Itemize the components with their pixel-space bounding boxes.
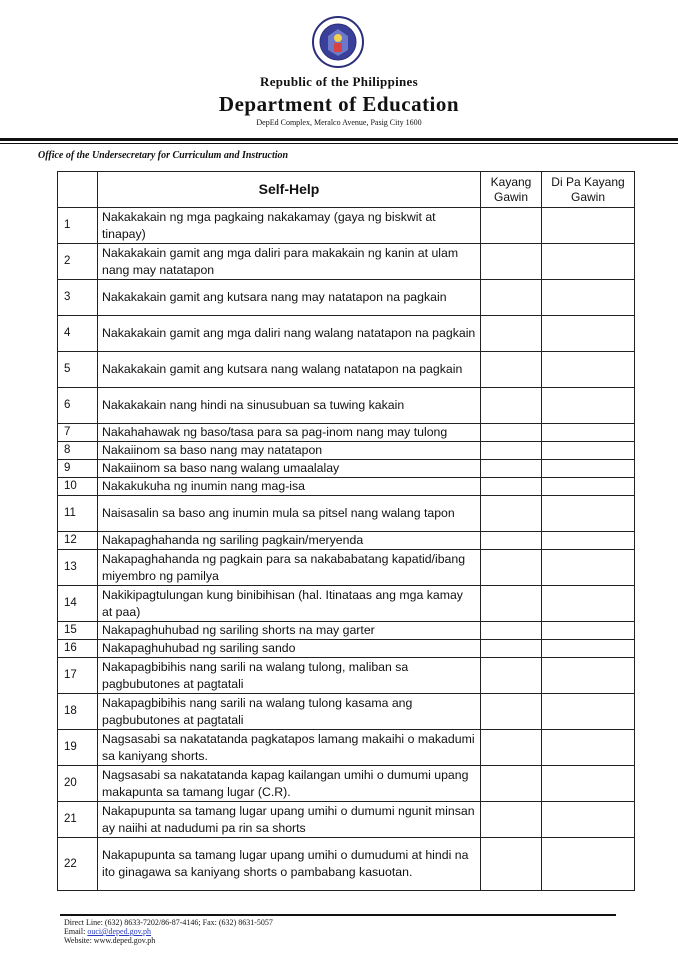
table-row bbox=[58, 208, 635, 244]
kayang-gawin-cell[interactable] bbox=[481, 838, 542, 891]
di-pa-kayang-gawin-cell[interactable] bbox=[542, 244, 635, 280]
department-heading: Department of Education bbox=[218, 92, 460, 116]
row-number: 15 bbox=[58, 622, 98, 640]
row-text: Nakaiinom sa baso nang walang umaalalay bbox=[98, 460, 481, 478]
footer-phone: Direct Line: (632) 8633-7202/86-87-4146; Fax: (632) 8631-5057 bbox=[64, 918, 273, 927]
di-pa-kayang-gawin-cell[interactable] bbox=[542, 550, 635, 586]
table-row bbox=[58, 640, 635, 658]
kayang-gawin-cell[interactable] bbox=[481, 442, 542, 460]
table-row bbox=[58, 316, 635, 352]
table-row bbox=[58, 658, 635, 694]
row-number: 19 bbox=[58, 730, 98, 766]
row-text: Nakahahawak ng baso/tasa para sa pag-inom nang may tulong bbox=[98, 424, 481, 442]
row-number: 5 bbox=[58, 352, 98, 388]
row-number: 14 bbox=[58, 586, 98, 622]
footer-email-link[interactable]: ouci@deped.gov.ph bbox=[87, 927, 152, 936]
table-row bbox=[58, 766, 635, 802]
row-number: 21 bbox=[58, 802, 98, 838]
row-text: Nakapupunta sa tamang lugar upang umihi o dumumi ngunit minsan ay naiihi at nadudumi pa rin sa shorts bbox=[98, 802, 481, 838]
kayang-gawin-cell[interactable] bbox=[481, 694, 542, 730]
di-pa-kayang-gawin-cell[interactable] bbox=[542, 388, 635, 424]
footer-contact bbox=[64, 918, 273, 945]
kayang-gawin-cell[interactable] bbox=[481, 496, 542, 532]
row-number: 4 bbox=[58, 316, 98, 352]
row-text: Nakikipagtulungan kung binibihisan (hal. Itinataas ang mga kamay at paa) bbox=[98, 586, 481, 622]
di-pa-kayang-gawin-cell[interactable] bbox=[542, 658, 635, 694]
row-text: Naisasalin sa baso ang inumin mula sa pitsel nang walang tapon bbox=[98, 496, 481, 532]
di-pa-kayang-gawin-cell[interactable] bbox=[542, 496, 635, 532]
kayang-gawin-cell[interactable] bbox=[481, 586, 542, 622]
table-row bbox=[58, 496, 635, 532]
di-pa-kayang-gawin-cell[interactable] bbox=[542, 532, 635, 550]
row-text: Nakapaghahanda ng sariling pagkain/meryenda bbox=[98, 532, 481, 550]
office-name: Office of the Undersecretary for Curriculum and Instruction bbox=[38, 150, 289, 161]
kayang-gawin-cell[interactable] bbox=[481, 244, 542, 280]
di-pa-kayang-gawin-cell[interactable] bbox=[542, 478, 635, 496]
di-pa-kayang-gawin-column-header: Di Pa Kayang Gawin bbox=[542, 172, 635, 208]
di-pa-kayang-gawin-cell[interactable] bbox=[542, 280, 635, 316]
row-text: Nakakakain gamit ang mga daliri nang walang natatapon na pagkain bbox=[98, 316, 481, 352]
footer-email-label: Email: bbox=[64, 927, 88, 936]
kayang-gawin-cell[interactable] bbox=[481, 802, 542, 838]
di-pa-kayang-gawin-cell[interactable] bbox=[542, 730, 635, 766]
table-row bbox=[58, 280, 635, 316]
row-number: 3 bbox=[58, 280, 98, 316]
table-row bbox=[58, 802, 635, 838]
row-text: Nagsasabi sa nakatatanda pagkatapos lamang makaihi o makadumi sa kaniyang shorts. bbox=[98, 730, 481, 766]
di-pa-kayang-gawin-cell[interactable] bbox=[542, 694, 635, 730]
table-row bbox=[58, 388, 635, 424]
table-row bbox=[58, 442, 635, 460]
row-text: Nakaiinom sa baso nang may natatapon bbox=[98, 442, 481, 460]
di-pa-kayang-gawin-cell[interactable] bbox=[542, 802, 635, 838]
di-pa-kayang-gawin-cell[interactable] bbox=[542, 208, 635, 244]
footer-email-line bbox=[64, 927, 273, 936]
kayang-gawin-cell[interactable] bbox=[481, 730, 542, 766]
kayang-gawin-cell[interactable] bbox=[481, 460, 542, 478]
di-pa-kayang-gawin-cell[interactable] bbox=[542, 442, 635, 460]
di-pa-kayang-gawin-cell[interactable] bbox=[542, 460, 635, 478]
row-number: 7 bbox=[58, 424, 98, 442]
row-number: 10 bbox=[58, 478, 98, 496]
table-row bbox=[58, 244, 635, 280]
row-text: Nakakukuha ng inumin nang mag-isa bbox=[98, 478, 481, 496]
row-text: Nakapaghahanda ng pagkain para sa nakababatang kapatid/ibang miyembro ng pamilya bbox=[98, 550, 481, 586]
table-row bbox=[58, 424, 635, 442]
kayang-gawin-cell[interactable] bbox=[481, 424, 542, 442]
row-text: Nakakakain gamit ang kutsara nang may natatapon na pagkain bbox=[98, 280, 481, 316]
row-text: Nakakakain gamit ang mga daliri para makakain ng kanin at ulam nang may natatapon bbox=[98, 244, 481, 280]
table-row bbox=[58, 586, 635, 622]
di-pa-kayang-gawin-cell[interactable] bbox=[542, 352, 635, 388]
row-number: 17 bbox=[58, 658, 98, 694]
table-row bbox=[58, 352, 635, 388]
row-number: 16 bbox=[58, 640, 98, 658]
header-divider-thin bbox=[0, 143, 678, 144]
kayang-gawin-cell[interactable] bbox=[481, 478, 542, 496]
header-divider bbox=[0, 138, 678, 141]
di-pa-kayang-gawin-cell[interactable] bbox=[542, 838, 635, 891]
footer-website: Website: www.deped.gov.ph bbox=[64, 936, 156, 945]
kayang-gawin-cell[interactable] bbox=[481, 640, 542, 658]
table-row bbox=[58, 532, 635, 550]
di-pa-kayang-gawin-cell[interactable] bbox=[542, 766, 635, 802]
row-text: Nakakakain ng mga pagkaing nakakamay (gaya ng biskwit at tinapay) bbox=[98, 208, 481, 244]
row-number: 6 bbox=[58, 388, 98, 424]
row-number: 22 bbox=[58, 838, 98, 891]
di-pa-kayang-gawin-cell[interactable] bbox=[542, 622, 635, 640]
address-line: DepEd Complex, Meralco Avenue, Pasig City 1600 bbox=[256, 118, 422, 127]
self-help-checklist-table bbox=[57, 171, 635, 891]
table-row bbox=[58, 730, 635, 766]
kayang-gawin-cell[interactable] bbox=[481, 280, 542, 316]
republic-heading: Republic of the Philippines bbox=[260, 74, 418, 89]
table-row bbox=[58, 838, 635, 891]
kayang-gawin-cell[interactable] bbox=[481, 658, 542, 694]
row-number: 9 bbox=[58, 460, 98, 478]
table-row bbox=[58, 550, 635, 586]
number-column-header bbox=[58, 172, 98, 208]
self-help-column-header: Self-Help bbox=[98, 172, 481, 208]
row-text: Nakakakain gamit ang kutsara nang walang natatapon na pagkain bbox=[98, 352, 481, 388]
di-pa-kayang-gawin-cell[interactable] bbox=[542, 640, 635, 658]
row-number: 2 bbox=[58, 244, 98, 280]
table-row bbox=[58, 694, 635, 730]
footer-divider bbox=[60, 914, 616, 916]
table-row bbox=[58, 460, 635, 478]
table-row bbox=[58, 478, 635, 496]
di-pa-kayang-gawin-cell[interactable] bbox=[542, 424, 635, 442]
kayang-gawin-column-header: Kayang Gawin bbox=[481, 172, 542, 208]
row-number: 13 bbox=[58, 550, 98, 586]
di-pa-kayang-gawin-cell[interactable] bbox=[542, 316, 635, 352]
kayang-gawin-cell[interactable] bbox=[481, 208, 542, 244]
kayang-gawin-cell[interactable] bbox=[481, 550, 542, 586]
row-text: Nakakakain nang hindi na sinusubuan sa tuwing kakain bbox=[98, 388, 481, 424]
row-number: 1 bbox=[58, 208, 98, 244]
kayang-gawin-cell[interactable] bbox=[481, 316, 542, 352]
kayang-gawin-cell[interactable] bbox=[481, 388, 542, 424]
row-number: 20 bbox=[58, 766, 98, 802]
table-row bbox=[58, 622, 635, 640]
row-text: Nakapupunta sa tamang lugar upang umihi o dumudumi at hindi na ito ginagawa sa kaniyang shorts o pambabang kasuotan. bbox=[98, 838, 481, 891]
kayang-gawin-cell[interactable] bbox=[481, 622, 542, 640]
kayang-gawin-cell[interactable] bbox=[481, 532, 542, 550]
row-number: 12 bbox=[58, 532, 98, 550]
kayang-gawin-cell[interactable] bbox=[481, 766, 542, 802]
row-text: Nakapagbibihis nang sarili na walang tulong kasama ang pagbubutones at pagtatali bbox=[98, 694, 481, 730]
kayang-gawin-cell[interactable] bbox=[481, 352, 542, 388]
row-text: Nakapaghuhubad ng sariling shorts na may garter bbox=[98, 622, 481, 640]
di-pa-kayang-gawin-cell[interactable] bbox=[542, 586, 635, 622]
row-number: 8 bbox=[58, 442, 98, 460]
row-text: Nakapaghuhubad ng sariling sando bbox=[98, 640, 481, 658]
row-text: Nakapagbibihis nang sarili na walang tulong, maliban sa pagbubutones at pagtatali bbox=[98, 658, 481, 694]
deped-seal-icon bbox=[312, 16, 364, 68]
row-text: Nagsasabi sa nakatatanda kapag kailangan umihi o dumumi upang makapunta sa tamang lugar (C.R). bbox=[98, 766, 481, 802]
row-number: 18 bbox=[58, 694, 98, 730]
row-number: 11 bbox=[58, 496, 98, 532]
